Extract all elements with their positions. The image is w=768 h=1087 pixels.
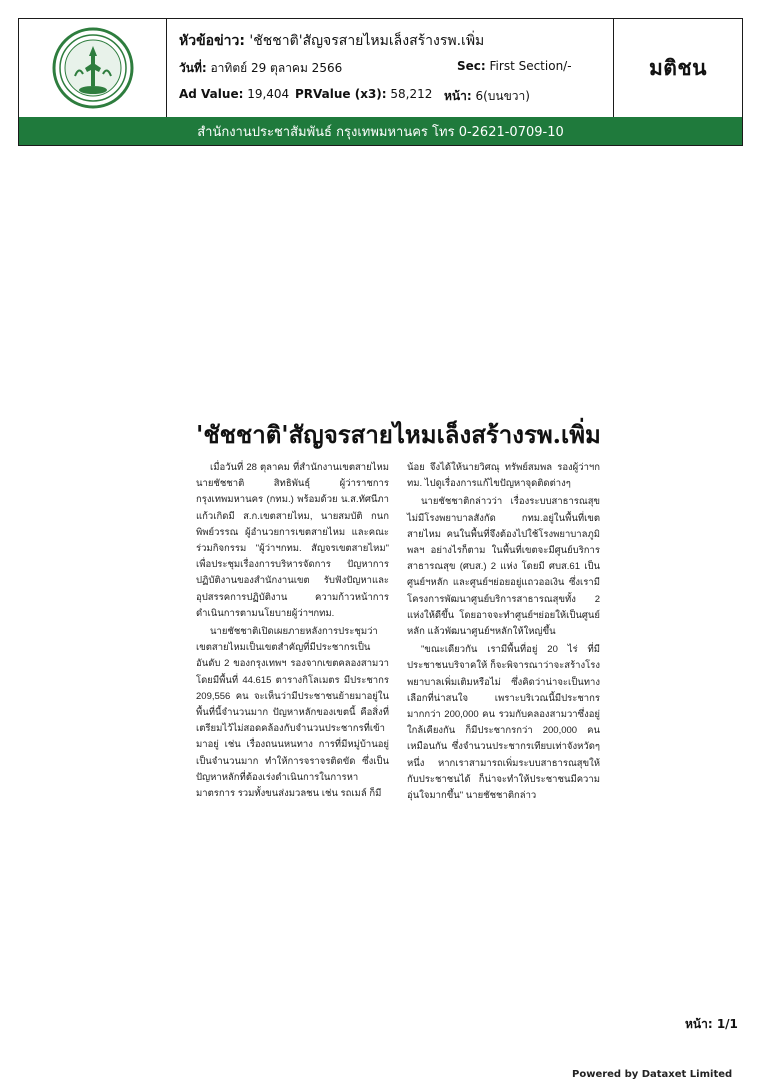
pr-value-label: PRValue (x3): bbox=[295, 87, 387, 101]
headline-label: หัวข้อข่าว: bbox=[179, 33, 245, 49]
section-label: Sec: bbox=[457, 59, 486, 73]
date-row bbox=[179, 59, 342, 78]
page-label: หน้า: bbox=[444, 89, 472, 103]
pr-value-field bbox=[295, 87, 432, 101]
article-paragraph: นายชัชชาติกล่าวว่า เรื่องระบบสาธารณสุขไม่มีโรงพยาบาลสังกัด กทม.อยู่ในพื้นที่เขตสายไหม คนในพื้นที่จึงต้องไปใช้โรงพยาบาลภูมิพลฯ อย่างไรก็ตาม ในพื้นที่เขตจะมีศูนย์บริการสาธารณสุข (ศบส.) 2 แห่ง โดยมี ศบส.61 เป็นศูนย์ฯหลัก และศูนย์ฯย่อยอยู่แถวออเงิน ซึ่งเรามีโครงการพัฒนาศูนย์บริการสาธารณสุขทั้ง 2 แห่งให้ดีขึ้น โดยอาจจะทำศูนย์ฯย่อยให้เป็นศูนย์หลัก แล้วพัฒนาศูนย์ฯหลักให้ใหญ่ขึ้น bbox=[407, 496, 600, 638]
date-value: อาทิตย์ 29 ตุลาคม 2566 bbox=[206, 61, 343, 75]
ad-value: 19,404 bbox=[243, 87, 290, 101]
article-paragraph: "ขณะเดียวกัน เรามีพื้นที่อยู่ 20 ไร่ ที่มีประชาชนบริจาคให้ ก็จะพิจารณาว่าจะสร้างโรงพยาบาลเพิ่มเติมหรือไม่ ซึ่งคิดว่าน่าจะเป็นทางเลือกที่น่าสนใจ เพราะบริเวณนี้มีประชากรมากกว่า 200,000 คน รวมกับคลองสามวาซึ่งอยู่ใกล้เคียงกัน ก็มีประชากรกว่า 200,000 คน เหมือนกัน ซึ่งจำนวนประชากรเทียบเท่าจังหวัดๆ หนึ่ง หากเราสามารถเพิ่มระบบสาธารณสุขให้กับประชาชนได้ ก็น่าจะทำให้ประชาชนมีความอุ่นใจมากขึ้น" นายชัชชาติกล่าว bbox=[407, 644, 600, 802]
article-columns bbox=[196, 460, 600, 806]
article-paragraph: เมื่อวันที่ 28 ตุลาคม ที่สำนักงานเขตสายไหม นายชัชชาติ สิทธิพันธุ์ ผู้ว่าราชการกรุงเทพมหานคร (กทม.) พร้อมด้วย น.ส.ทัศนีภา แก้วเกิดมี ส.ก.เขตสายไหม, นายสมบัติ กนกพิพย์วรรณ ผู้อำนวยการเขตสายไหม และคณะ ร่วมกิจกรรม "ผู้ว่าฯกทม. สัญจรเขตสายไหม" เพื่อประชุมเรื่องการบริหารจัดการ ปัญหาการปฏิบัติงานของสำนักงานเขต รับฟังปัญหาและอุปสรรคการปฏิบัติงาน ความก้าวหน้าการดำเนินการตามนโยบายผู้ว่าฯกทม. bbox=[196, 462, 389, 619]
date-label: วันที่: bbox=[179, 61, 207, 75]
ad-value-field bbox=[179, 87, 289, 101]
article-paragraph: น้อย จึงได้ให้นายวิศณุ ทรัพย์สมพล รองผู้ว่าฯกทม. ไปดูเรื่องการแก้ไขปัญหาจุดติดต่างๆ bbox=[407, 462, 600, 490]
headline-row bbox=[179, 30, 484, 52]
page-field bbox=[444, 87, 530, 106]
publication-name: มติชน bbox=[648, 55, 708, 80]
clipping-info bbox=[167, 19, 614, 117]
headline-value: 'ชัชชาติ'สัญจรสายไหมเล็งสร้างรพ.เพิ่ม bbox=[244, 33, 485, 49]
news-clipping bbox=[196, 415, 600, 806]
article-column-left bbox=[196, 460, 389, 806]
page-value: 6(บนขวา) bbox=[471, 89, 530, 103]
logo-box bbox=[19, 19, 167, 117]
bangkok-seal-logo bbox=[51, 26, 135, 110]
agency-bar bbox=[19, 117, 742, 145]
page-indicator: หน้า: 1/1 bbox=[685, 1017, 738, 1031]
pr-value: 58,212 bbox=[386, 87, 433, 101]
article-headline: 'ชัชชาติ'สัญจรสายไหมเล็งสร้างรพ.เพิ่ม bbox=[196, 420, 601, 449]
section-field bbox=[457, 59, 572, 73]
powered-by: Powered by Dataxet Limited bbox=[572, 1069, 733, 1080]
article-column-right bbox=[407, 460, 600, 806]
article-paragraph: นายชัชชาติเปิดเผยภายหลังการประชุมว่า เขตสายไหมเป็นเขตสำคัญที่มีประชากรเป็นอันดับ 2 ของกรุงเทพฯ รองจากเขตคลองสามวา โดยมีพื้นที่ 44.615 ตารางกิโลเมตร มีประชากร 209,556 คน จะเห็นว่ามีประชาชนย้ายมาอยู่ในพื้นที่นี้จำนวนมาก ปัญหาหลักของเขตนี้ คือสิ่งที่เตรียมไว้ไม่สอดคล้องกับจำนวนประชากรที่เข้ามาอยู่ เช่น เรื่องถนนหนทาง การที่มีหมู่บ้านอยู่เป็นจำนวนมาก ทำให้การจราจรติดขัด ซึ่งเป็นปัญหาหลักที่ต้องเร่งดำเนินการในการหามาตรการ รวมทั้งขนส่งมวลชน เช่น รถเมล์ ก็มี bbox=[196, 626, 389, 800]
ad-value-label: Ad Value: bbox=[179, 87, 244, 101]
section-value: First Section/- bbox=[485, 59, 572, 73]
publication-box bbox=[614, 19, 742, 117]
clipping-header bbox=[18, 18, 743, 146]
agency-bar-text: สำนักงานประชาสัมพันธ์ กรุงเทพมหานคร โทร 0-2621-0709-10 bbox=[197, 124, 564, 140]
